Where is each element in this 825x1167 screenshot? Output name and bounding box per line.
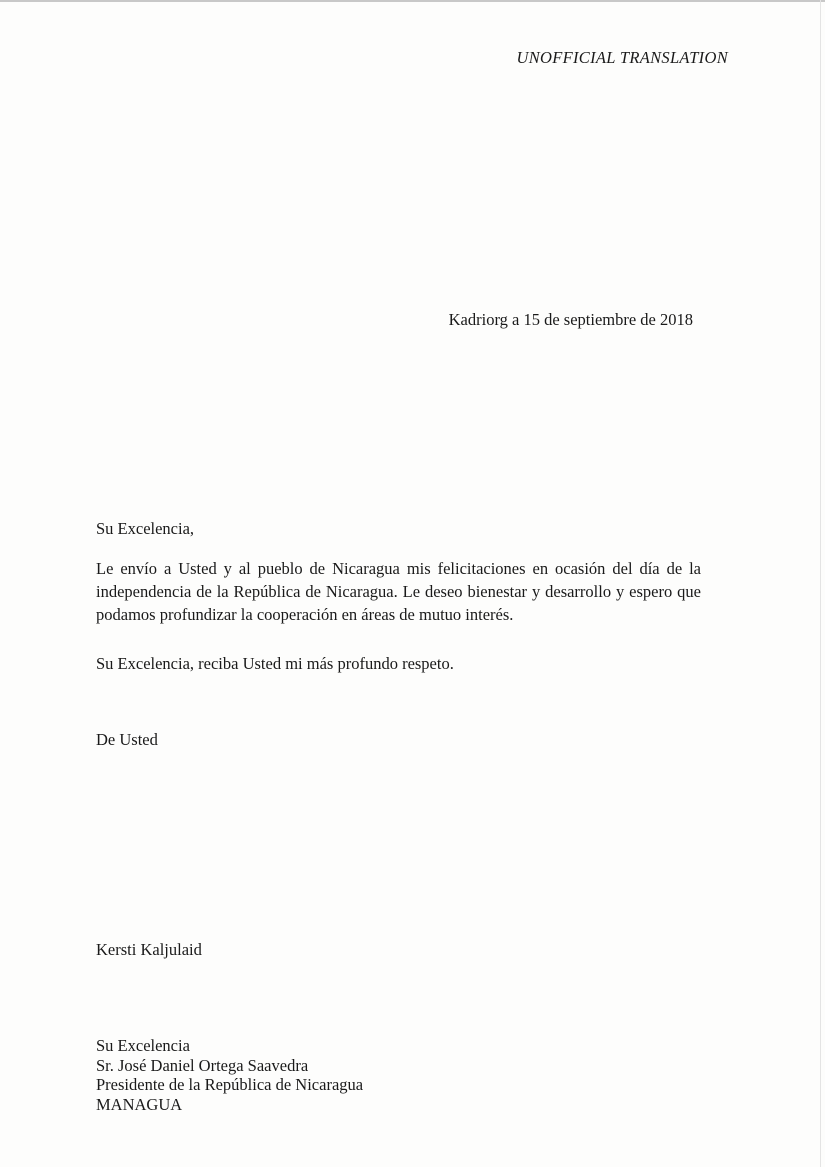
- recipient-name: Sr. José Daniel Ortega Saavedra: [96, 1055, 309, 1075]
- complimentary-close: De Usted: [96, 730, 158, 749]
- page-right-edge: [820, 0, 821, 1167]
- page-top-edge: [0, 0, 825, 2]
- recipient-address-block: [96, 1036, 363, 1114]
- recipient-title: Su Excelencia: [96, 1036, 190, 1055]
- salutation: Su Excelencia,: [96, 519, 195, 538]
- date-line: Kadriorg a 15 de septiembre de 2018: [448, 310, 693, 329]
- recipient-city: MANAGUA: [96, 1094, 183, 1114]
- signatory-name: Kersti Kaljulaid: [96, 940, 202, 959]
- body-paragraph: Le envío a Usted y al pueblo de Nicaragua mis felicitaciones en ocasión del día de la independencia de la República de Nicaragua. Le deseo bienestar y desarrollo y espero que podamos profundizar la cooperación en áreas de mutuo interés.: [96, 559, 701, 624]
- recipient-position: Presidente de la República de Nicaragua: [96, 1075, 364, 1094]
- translation-note: UNOFFICIAL TRANSLATION: [516, 48, 728, 67]
- closing-respect-line: Su Excelencia, reciba Usted mi más profundo respeto.: [96, 654, 454, 673]
